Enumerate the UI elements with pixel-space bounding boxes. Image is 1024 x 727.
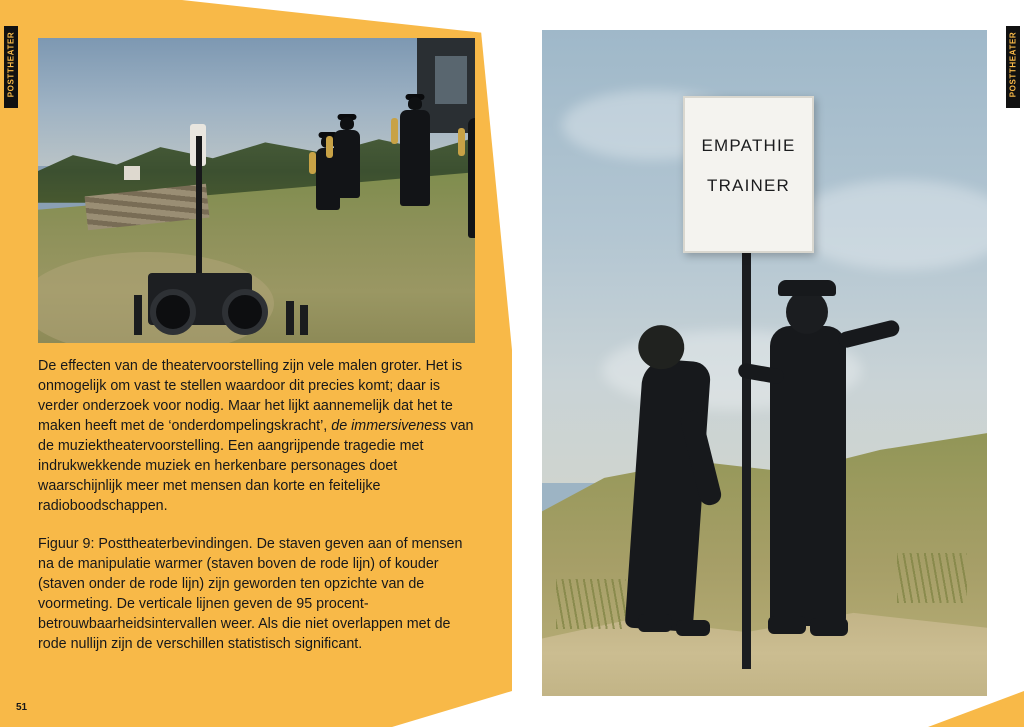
performer-4: [468, 118, 475, 238]
paragraph-effects-part1: De effecten van de theatervoorstelling zijn vele malen groter. Het is onmogelijk om vast te stellen waardoor dit precies komt; daar is verder onderzoek voor nodig. Maar het lijkt aannemelijk dat het te maken heeft met de ‘onderdompelingskracht’,: [38, 358, 463, 434]
building-window: [435, 56, 467, 104]
person-standing-shoe-left: [768, 616, 806, 634]
page-corner-notch-top: [182, 0, 512, 36]
sign-pole: [742, 249, 751, 669]
saxophone-icon: [458, 128, 465, 156]
left-page-section-tab: [4, 26, 18, 108]
sign-line-2: TRAINER: [706, 176, 791, 195]
page-corner-notch-bottom: [392, 691, 512, 727]
paragraph-effects-part2: van de muziektheatervoorstelling. Een aangrijpende tragedie met indrukwekkende muziek en herkenbare personages doet waarschijnlijk meer met mensen dan korte en feitelijke radioboodschappen.: [38, 418, 474, 514]
paragraph-effects: [38, 356, 478, 516]
photo-performers-dune: [38, 38, 475, 343]
field-post-2: [286, 301, 294, 335]
empathie-trainer-sign: [683, 96, 814, 253]
page-corner-notch-right: [478, 0, 512, 350]
right-page-section-tab-label: POSTTHEATER: [1008, 31, 1018, 98]
folio-right-background: [928, 691, 1024, 727]
person-standing-cap-icon: [778, 280, 836, 296]
performer-2: [334, 130, 360, 198]
saxophone-icon: [391, 118, 398, 144]
person-bending-shoe-left: [638, 614, 672, 632]
photo-empathie-trainer: [542, 30, 987, 696]
cart-wheel-front: [150, 289, 196, 335]
person-standing-shoe-right: [810, 618, 848, 636]
performer-head: [340, 117, 354, 130]
small-field-sign: [124, 166, 140, 180]
folio-left: 51: [16, 702, 28, 713]
grass-tuft-right: [897, 553, 967, 603]
right-page-section-tab: [1006, 26, 1020, 108]
saxophone-icon: [326, 136, 333, 158]
cart-wheel-rear: [222, 289, 268, 335]
body-text-block: [38, 356, 478, 672]
folio-right: 52: [996, 702, 1008, 713]
field-post-3: [300, 305, 308, 335]
field-post-1: [134, 295, 142, 335]
person-bending-shoe-right: [676, 620, 710, 636]
grass-tuft-left: [556, 579, 626, 629]
paragraph-effects-italic: de immersiveness: [331, 418, 447, 434]
saxophone-icon: [309, 152, 316, 174]
figure-caption: Figuur 9: Posttheaterbevindingen. De staven geven aan of mensen na de manipulatie warmer (staven boven de rode lijn) of kouder (staven onder de rode lijn) zijn geworden ten opzichte van de voormeting. De verticale lijnen geven de 95 procent-betrouwbaarheidsintervallen weer. Als die niet overlappen met de rode nullijn zijn de verschillen statistisch significant.: [38, 536, 463, 652]
left-page-section-tab-label: POSTTHEATER: [6, 31, 16, 98]
sign-line-1: EMPATHIE: [701, 136, 796, 155]
right-page: [512, 0, 1024, 727]
performer-3: [400, 110, 430, 206]
person-standing-head: [786, 290, 828, 334]
performer-head: [408, 97, 422, 110]
